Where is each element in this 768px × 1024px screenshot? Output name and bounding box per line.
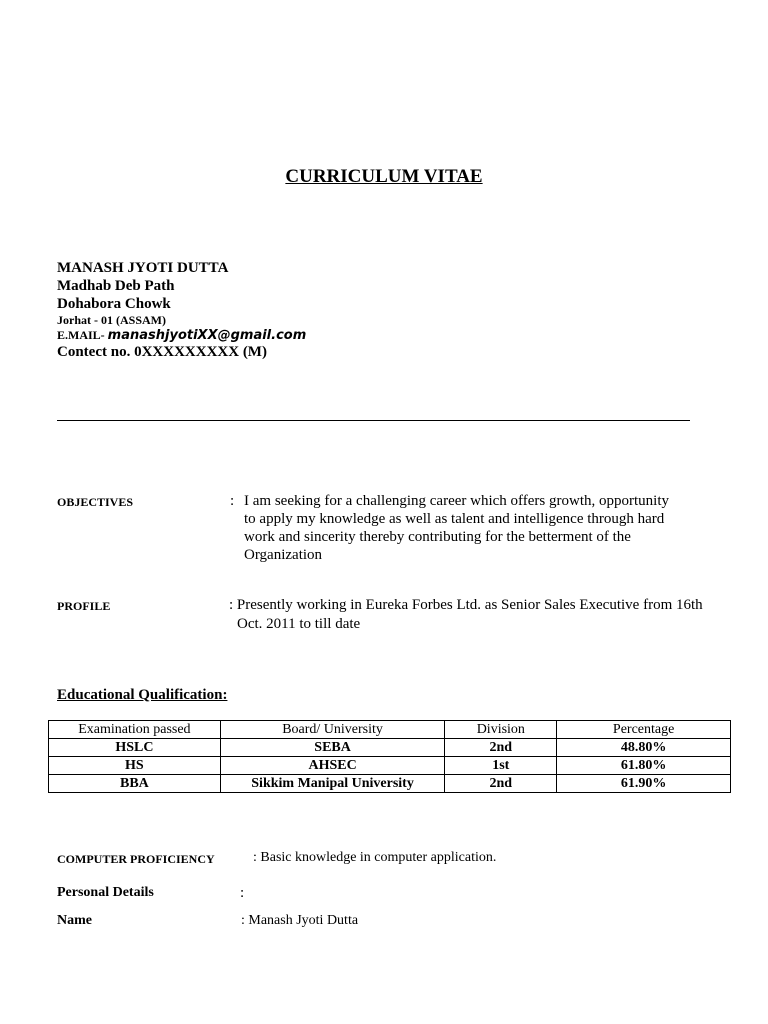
profile-line-2: Oct. 2011 to till date bbox=[237, 616, 361, 632]
profile-line-1: : Presently working in Eureka Forbes Ltd. as Senior Sales Executive from 16th bbox=[229, 597, 703, 613]
phone-number: Contect no. 0XXXXXXXXX (M) bbox=[57, 344, 267, 360]
contact-name: MANASH JYOTI DUTTA bbox=[57, 260, 229, 276]
address-line-3: Jorhat - 01 (ASSAM) bbox=[57, 313, 166, 327]
table-cell: SEBA bbox=[220, 739, 445, 757]
table-row bbox=[49, 757, 731, 775]
computer-proficiency-value: : Basic knowledge in computer application. bbox=[253, 850, 497, 865]
column-header: Division bbox=[445, 721, 557, 739]
table-cell: HS bbox=[49, 757, 221, 775]
email-label: E.MAIL- bbox=[57, 328, 108, 342]
column-header: Board/ University bbox=[220, 721, 445, 739]
table-cell: Sikkim Manipal University bbox=[220, 775, 445, 793]
email-line bbox=[57, 328, 306, 343]
table-cell: 61.80% bbox=[557, 757, 731, 775]
table-cell: 2nd bbox=[445, 739, 557, 757]
table-cell: BBA bbox=[49, 775, 221, 793]
table-row bbox=[49, 775, 731, 793]
profile-label: PROFILE bbox=[57, 599, 111, 613]
education-heading: Educational Qualification: bbox=[57, 687, 228, 703]
horizontal-divider bbox=[57, 420, 690, 421]
table-row bbox=[49, 739, 731, 757]
objectives-label: OBJECTIVES bbox=[57, 495, 134, 509]
name-value: : Manash Jyoti Dutta bbox=[241, 913, 359, 928]
objectives-line-1: I am seeking for a challenging career which offers growth, opportunity bbox=[244, 493, 669, 509]
table-cell: 1st bbox=[445, 757, 557, 775]
address-line-1: Madhab Deb Path bbox=[57, 278, 175, 294]
table-cell: AHSEC bbox=[220, 757, 445, 775]
personal-details-label: Personal Details bbox=[57, 885, 154, 900]
computer-proficiency-label: COMPUTER PROFICIENCY bbox=[57, 852, 215, 866]
table-cell: HSLC bbox=[49, 739, 221, 757]
name-label: Name bbox=[57, 913, 92, 928]
table-cell: 2nd bbox=[445, 775, 557, 793]
objectives-colon: : bbox=[230, 493, 235, 509]
document-title: CURRICULUM VITAE bbox=[285, 166, 483, 187]
objectives-line-4: Organization bbox=[244, 547, 323, 563]
table-cell: 48.80% bbox=[557, 739, 731, 757]
objectives-line-2: to apply my knowledge as well as talent and intelligence through hard bbox=[244, 511, 665, 527]
personal-details-colon: : bbox=[240, 885, 245, 901]
address-line-2: Dohabora Chowk bbox=[57, 296, 171, 312]
column-header: Percentage bbox=[557, 721, 731, 739]
table-header-row bbox=[49, 721, 731, 739]
column-header: Examination passed bbox=[49, 721, 221, 739]
objectives-line-3: work and sincerity thereby contributing for the betterment of the bbox=[244, 529, 631, 545]
email-address: manashjyotiXX@gmail.com bbox=[107, 328, 307, 343]
education-table bbox=[48, 720, 731, 793]
table-cell: 61.90% bbox=[557, 775, 731, 793]
